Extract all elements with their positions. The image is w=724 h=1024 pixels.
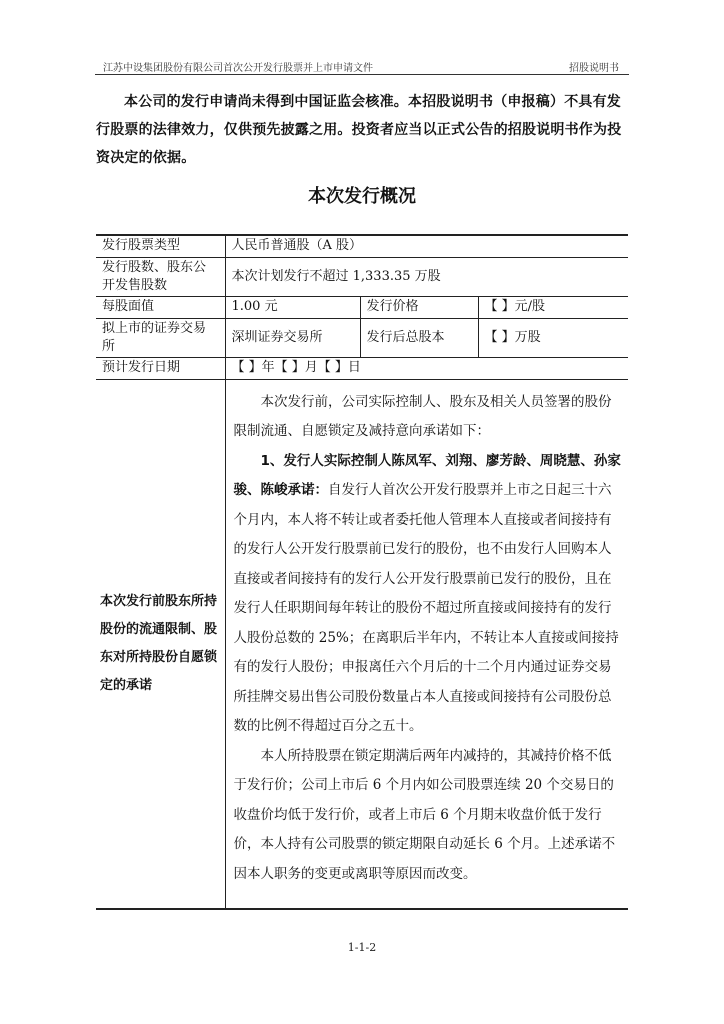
table-row: [96, 257, 628, 296]
total-shares-value: 【 】万股: [478, 318, 628, 357]
notice-paragraph: 本公司的发行申请尚未得到中国证监会核准。本招股说明书（申报稿）不具有发行股票的法律效力，仅供预先披露之用。投资者应当以正式公告的招股说明书作为投资决定的依据。: [96, 94, 622, 166]
page-title: 本次发行概况: [308, 186, 416, 207]
issue-price-label: 发行价格: [360, 296, 478, 318]
par-value-value: 1.00 元: [225, 296, 360, 318]
promise-1-heading: 1、发行人实际控制人陈凤军、刘翔、廖芳龄、周晓慧、孙家骏、陈峻承诺：: [233, 452, 621, 498]
header-section-name: 招股说明书: [569, 63, 619, 74]
par-value-label: 每股面值: [96, 296, 225, 318]
promise-1-body: 自发行人首次公开发行股票并上市之日起三十六个月内，本人将不转让或者委托他人管理本人直接或者间接持有的发行人公开发行股票前已发行的股份，也不由发行人回购本人直接或者间接持有的发行人公开发行股票前已发行的股份，且在发行人任职期间每年转让的股份不超过所直接或间接持有的发行人股份总数的 25%；在离职后半年内，不转让本人直接或间接持有的发行人股份；申报离任六个月后的十二个月内通过证券交易所挂牌交易出售公司股份数量占本人直接或间接持有公司股份总数的比例不得超过百分之五十。: [233, 482, 619, 734]
table-row: [96, 379, 628, 909]
page-number: 1-1-2: [347, 941, 377, 954]
issue-date-label: 预计发行日期: [96, 357, 225, 379]
issue-count-label: 发行股数、股东公开发售股数: [96, 257, 225, 296]
stock-type-value: 人民币普通股（A 股）: [225, 235, 628, 257]
lockup-promise-content: [225, 379, 628, 909]
table-row: [96, 235, 628, 257]
issue-count-value: 本次计划发行不超过 1,333.35 万股: [225, 257, 628, 296]
exchange-label: 拟上市的证券交易所: [96, 318, 225, 357]
exchange-value: 深圳证券交易所: [225, 318, 360, 357]
header-document-name: 江苏中设集团股份有限公司首次公开发行股票并上市申请文件: [103, 63, 373, 74]
stock-type-label: 发行股票类型: [96, 235, 225, 257]
running-header: [95, 56, 629, 74]
promise-item-2: 本人所持股票在锁定期满后两年内减持的，其减持价格不低于发行价；公司上市后 6 个月内如公司股票连续 20 个交易日的收盘价均低于发行价，或者上市后 6 个月期末收盘价低于发行价，本人持有公司股票的锁定期限自动延长 6 个月。上述承诺不因本人职务的变更或离职等原因而改变。: [233, 747, 616, 882]
issue-price-value: 【 】元/股: [478, 296, 628, 318]
total-shares-label: 发行后总股本: [360, 318, 478, 357]
promise-item-1: [234, 447, 623, 742]
promise-intro: 本次发行前，公司实际控制人、股东及相关人员签署的股份限制流通、自愿锁定及减持意向承诺如下：: [233, 393, 612, 439]
table-row: [96, 318, 628, 357]
offering-overview-table: [96, 234, 628, 910]
lockup-promise-label: 本次发行前股东所持股份的流通限制、股东对所持股份自愿锁定的承诺: [96, 379, 225, 909]
header-divider: [95, 74, 629, 75]
issue-date-value: 【 】年【 】月【 】日: [225, 357, 628, 379]
table-row: [96, 357, 628, 379]
table-row: [96, 296, 628, 318]
